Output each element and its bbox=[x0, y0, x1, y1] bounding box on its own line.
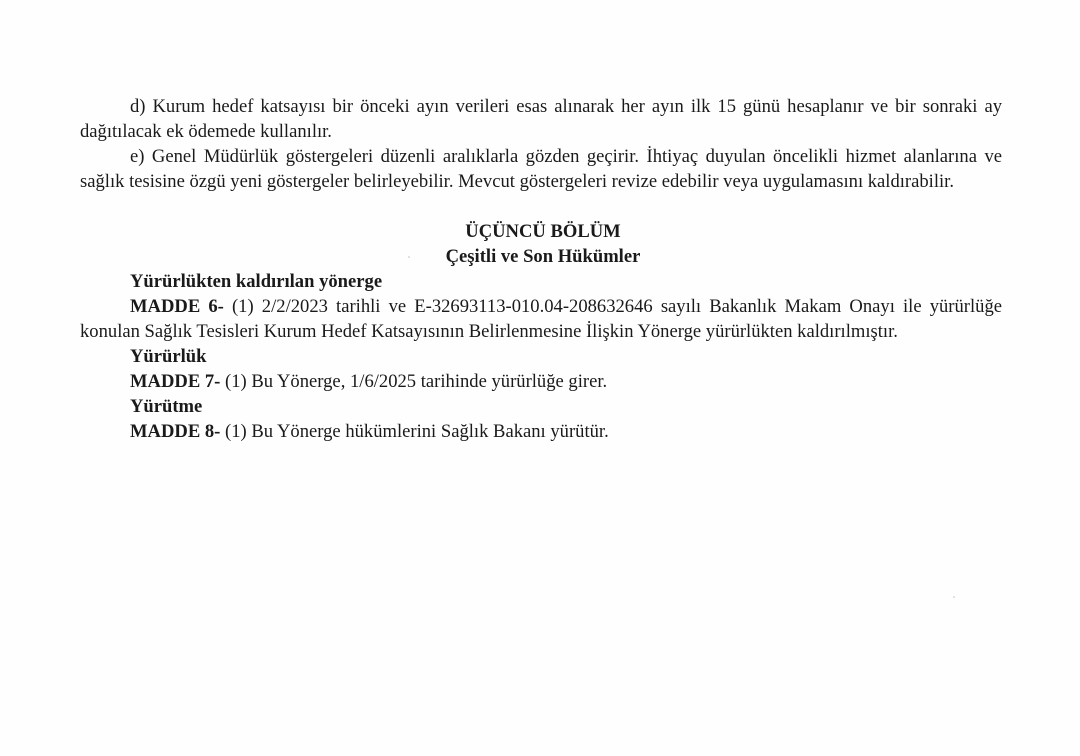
article-text: (1) Bu Yönerge, 1/6/2025 tarihinde yürürlüğe girer. bbox=[220, 371, 608, 392]
paragraph-d: d) Kurum hedef katsayısı bir önceki ayın verileri esas alınarak her ayın ilk 15 günü hesaplanır ve bir sonraki ay dağıtılacak ek ödemede kullanılır. bbox=[80, 96, 1002, 142]
scan-speck bbox=[408, 256, 410, 258]
paragraph-e: e) Genel Müdürlük göstergeleri düzenli aralıklarla gözden geçirir. İhtiyaç duyulan öncelikli hizmet alanlarına ve sağlık tesisine özgü yeni göstergeler belirleyebilir. Mevcut göstergeleri revize edebilir veya uygulamasını kaldırabilir. bbox=[80, 146, 1002, 192]
spacer bbox=[80, 194, 1002, 219]
article-label: MADDE 8- bbox=[130, 421, 221, 442]
article-text: (1) Bu Yönerge hükümlerini Sağlık Bakanı yürütür. bbox=[220, 421, 609, 442]
article-label: MADDE 6- bbox=[130, 296, 224, 317]
section-title: ÜÇÜNCÜ BÖLÜM bbox=[465, 221, 621, 242]
scan-speck bbox=[953, 596, 955, 598]
article-heading: Yürürlükten kaldırılan yönerge bbox=[130, 271, 383, 292]
article-heading: Yürütme bbox=[130, 396, 203, 417]
article-madde-7 bbox=[80, 369, 1002, 394]
article-text: (1) 2/2/2023 tarihli ve E-32693113-010.04-208632646 sayılı Bakanlık Makam Onayı ile yürürlüğe konulan Sağlık Tesisleri Kurum Hedef Katsayısının Belirlenmesine İlişkin Yönerge yürürlükten kaldırılmıştır. bbox=[80, 296, 1003, 342]
article-madde-6 bbox=[80, 294, 1002, 344]
article-label: MADDE 7- bbox=[130, 371, 221, 392]
document-body bbox=[80, 94, 1002, 444]
section-subtitle: Çeşitli ve Son Hükümler bbox=[445, 246, 641, 267]
article-heading: Yürürlük bbox=[130, 346, 207, 367]
article-madde-8 bbox=[80, 419, 1002, 444]
